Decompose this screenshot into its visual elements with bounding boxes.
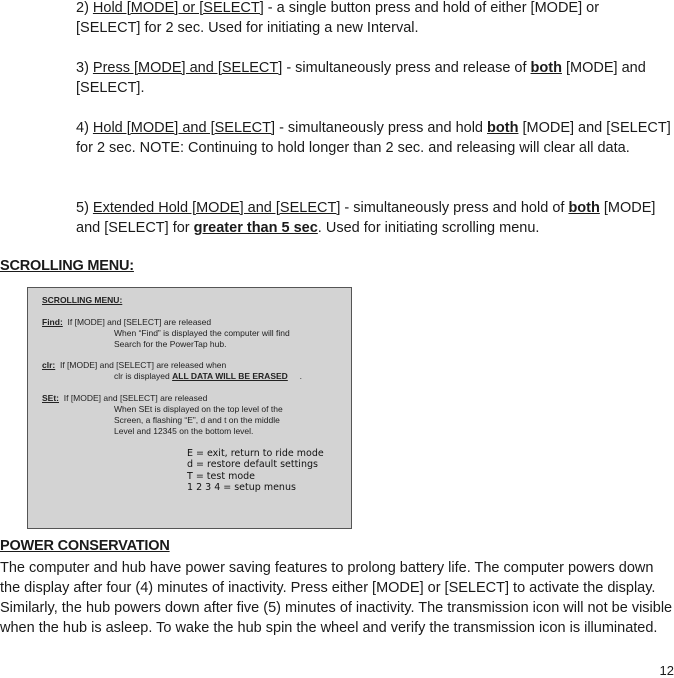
erase-warning: ALL DATA WILL BE ERASED bbox=[172, 371, 288, 381]
item-4-term: Hold [MODE] and [SELECT] bbox=[92, 120, 276, 136]
scrolling-menu-panel bbox=[27, 287, 352, 529]
option-test: T = test mode bbox=[187, 471, 256, 482]
scrolling-menu-heading: SCROLLING MENU: bbox=[0, 258, 134, 274]
option-exit: E = exit, return to ride mode bbox=[187, 448, 324, 459]
set-desc-1: When SEt is displayed on the top level of the bbox=[114, 404, 283, 414]
panel-title: SCROLLING MENU: bbox=[42, 295, 123, 305]
power-conservation-text: The computer and hub have power saving features to prolong battery life. The computer powers down the display after four (4) minutes of inactivity. Press either [MODE] or [SELECT] to activate the display. Similarly, the hub powers down after five (5) minutes of inactivity. The transmission icon will not be visible when the hub is asleep. To wake the hub spin the wheel and verify the transmission icon is illuminated. bbox=[0, 560, 673, 636]
item-4: 4) Hold [MODE] and [SELECT] - simultaneously press and hold both [MODE] and [SELECT] for 2 sec. NOTE: Continuing to hold longer than 2 sec. and releasing will clear all data. bbox=[76, 120, 671, 156]
page-number: 12 bbox=[659, 663, 674, 678]
item-5: 5) Extended Hold [MODE] and [SELECT] - simultaneously press and hold of both [MODE] and [SELECT] for greater than 5 sec. Used for initiating scrolling menu. bbox=[76, 200, 656, 236]
set-desc-2: Screen, a flashing “E”, d and t on the middle bbox=[114, 415, 280, 425]
clr-desc: clr is displayed ALL DATA WILL BE ERASED . bbox=[114, 371, 302, 381]
item-2: 2) Hold [MODE] or [SELECT] - a single button press and hold of either [MODE] or [SELECT] for 2 sec. Used for initiating a new Interval. bbox=[76, 0, 600, 36]
set-desc-3: Level and 12345 on the bottom level. bbox=[114, 426, 254, 436]
option-setup: 1 2 3 4 = setup menus bbox=[187, 482, 296, 493]
find-desc-1: When “Find” is displayed the computer will find bbox=[114, 328, 290, 338]
find-entry: Find: If [MODE] and [SELECT] are released bbox=[42, 317, 212, 327]
find-desc-2: Search for the PowerTap hub. bbox=[114, 339, 227, 349]
item-3: 3) Press [MODE] and [SELECT] - simultaneously press and release of both [MODE] and [SELECT]. bbox=[76, 60, 646, 96]
item-5-term: Extended Hold [MODE] and [SELECT] bbox=[92, 200, 341, 216]
item-3-term: Press [MODE] and [SELECT] bbox=[92, 60, 283, 76]
clr-entry: clr: If [MODE] and [SELECT] are released when bbox=[42, 360, 227, 370]
set-entry: SEt: If [MODE] and [SELECT] are released bbox=[42, 393, 208, 403]
power-conservation-heading: POWER CONSERVATION bbox=[0, 538, 170, 554]
option-default: d = restore default settings bbox=[187, 459, 318, 470]
item-2-term: Hold [MODE] or [SELECT] bbox=[92, 0, 264, 16]
